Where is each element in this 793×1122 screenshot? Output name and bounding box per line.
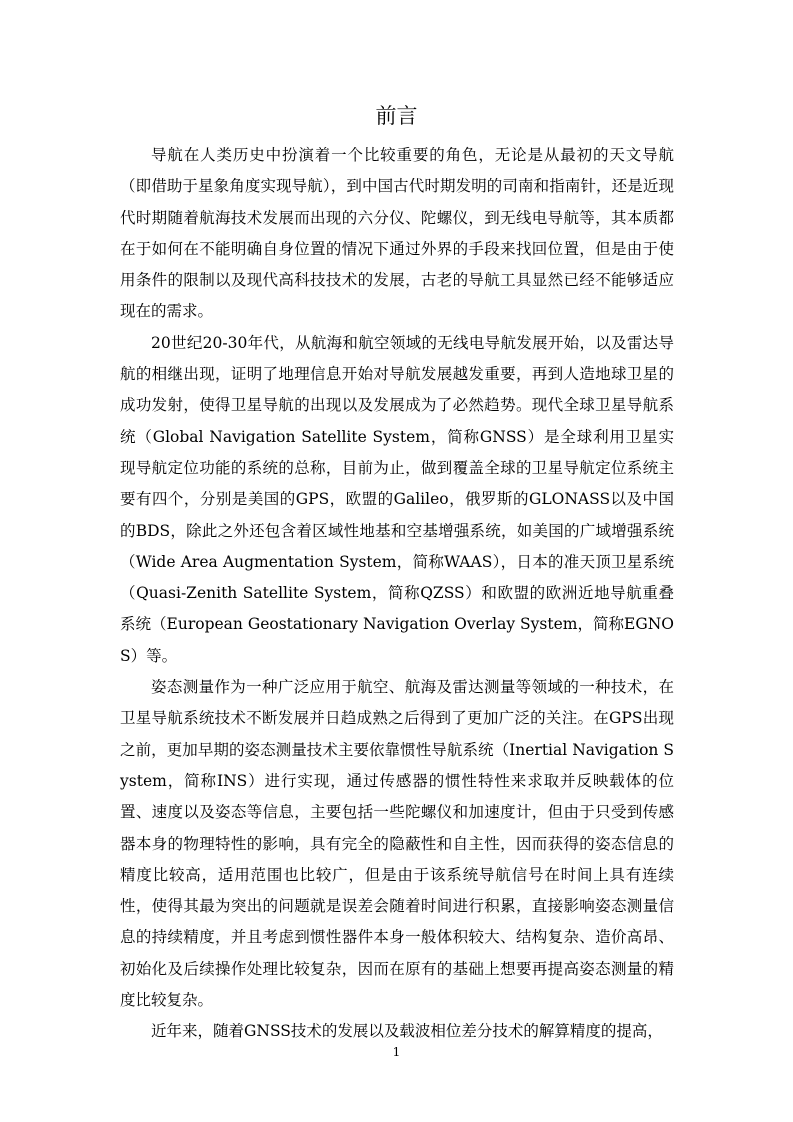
- page-number: 1: [392, 1045, 401, 1059]
- body-text: [120, 140, 674, 1048]
- paragraph-attitude-measurement: 姿态测量作为一种广泛应用于航空、航海及雷达测量等领域的一种技术，在卫星导航系统技术不断发展并日趋成熟之后得到了更加广泛的关注。在GPS出现之前，更加早期的姿态测量技术主要依靠惯性导航系统（Inertial Navigation System，简称INS）进行实现，通过传感器的惯性特性来求取并反映载体的位置、速度以及姿态等信息，主要包括一些陀螺仪和加速度计，但由于只受到传感器本身的物理特性的影响，具有完全的隐蔽性和自主性，因而获得的姿态信息的精度比较高，适用范围也比较广，但是由于该系统导航信号在时间上具有连续性，使得其最为突出的问题就是误差会随着时间进行积累，直接影响姿态测量信息的持续精度，并且考虑到惯性器件本身一般体积较大、结构复杂、造价高昂、初始化及后续操作处理比较复杂，因而在原有的基础上想要再提高姿态测量的精度比较复杂。: [120, 678, 674, 1010]
- page-title: 前言: [375, 104, 418, 128]
- paragraph-navigation-history: 导航在人类历史中扮演着一个比较重要的角色，无论是从最初的天文导航（即借助于星象角度实现导航），到中国古代时期发明的司南和指南针，还是近现代时期随着航海技术发展而出现的六分仪、陀螺仪，到无线电导航等，其本质都在于如何在不能明确自身位置的情况下通过外界的手段来找回位置，但是由于使用条件的限制以及现代高科技技术的发展，古老的导航工具显然已经不能够适应现在的需求。: [120, 146, 674, 321]
- paragraph-recent-developments: 近年来，随着GNSS技术的发展以及载波相位差分技术的解算精度的提高，: [151, 1022, 663, 1041]
- paragraph-gnss-overview: 20世纪20-30年代，从航海和航空领域的无线电导航发展开始，以及雷达导航的相继出现，证明了地理信息开始对导航发展越发重要，再到人造地球卫星的成功发射，使得卫星导航的出现以及发展成为了必然趋势。现代全球卫星导航系统（Global Navigation Satellite System，简称GNSS）是全球利用卫星实现导航定位功能的系统的总称，目前为止，做到覆盖全球的卫星导航定位系统主要有四个，分别是美国的GPS，欧盟的Galileo，俄罗斯的GLONASS以及中国的BDS，除此之外还包含着区域性地基和空基增强系统，如美国的广域增强系统（Wide Area Augmentation System，简称WAAS），日本的准天顶卫星系统（Quasi-Zenith Satellite System，简称QZSS）和欧盟的欧洲近地导航重叠系统（European Geostationary Navigation Overlay System，简称EGNOS）等。: [120, 333, 674, 665]
